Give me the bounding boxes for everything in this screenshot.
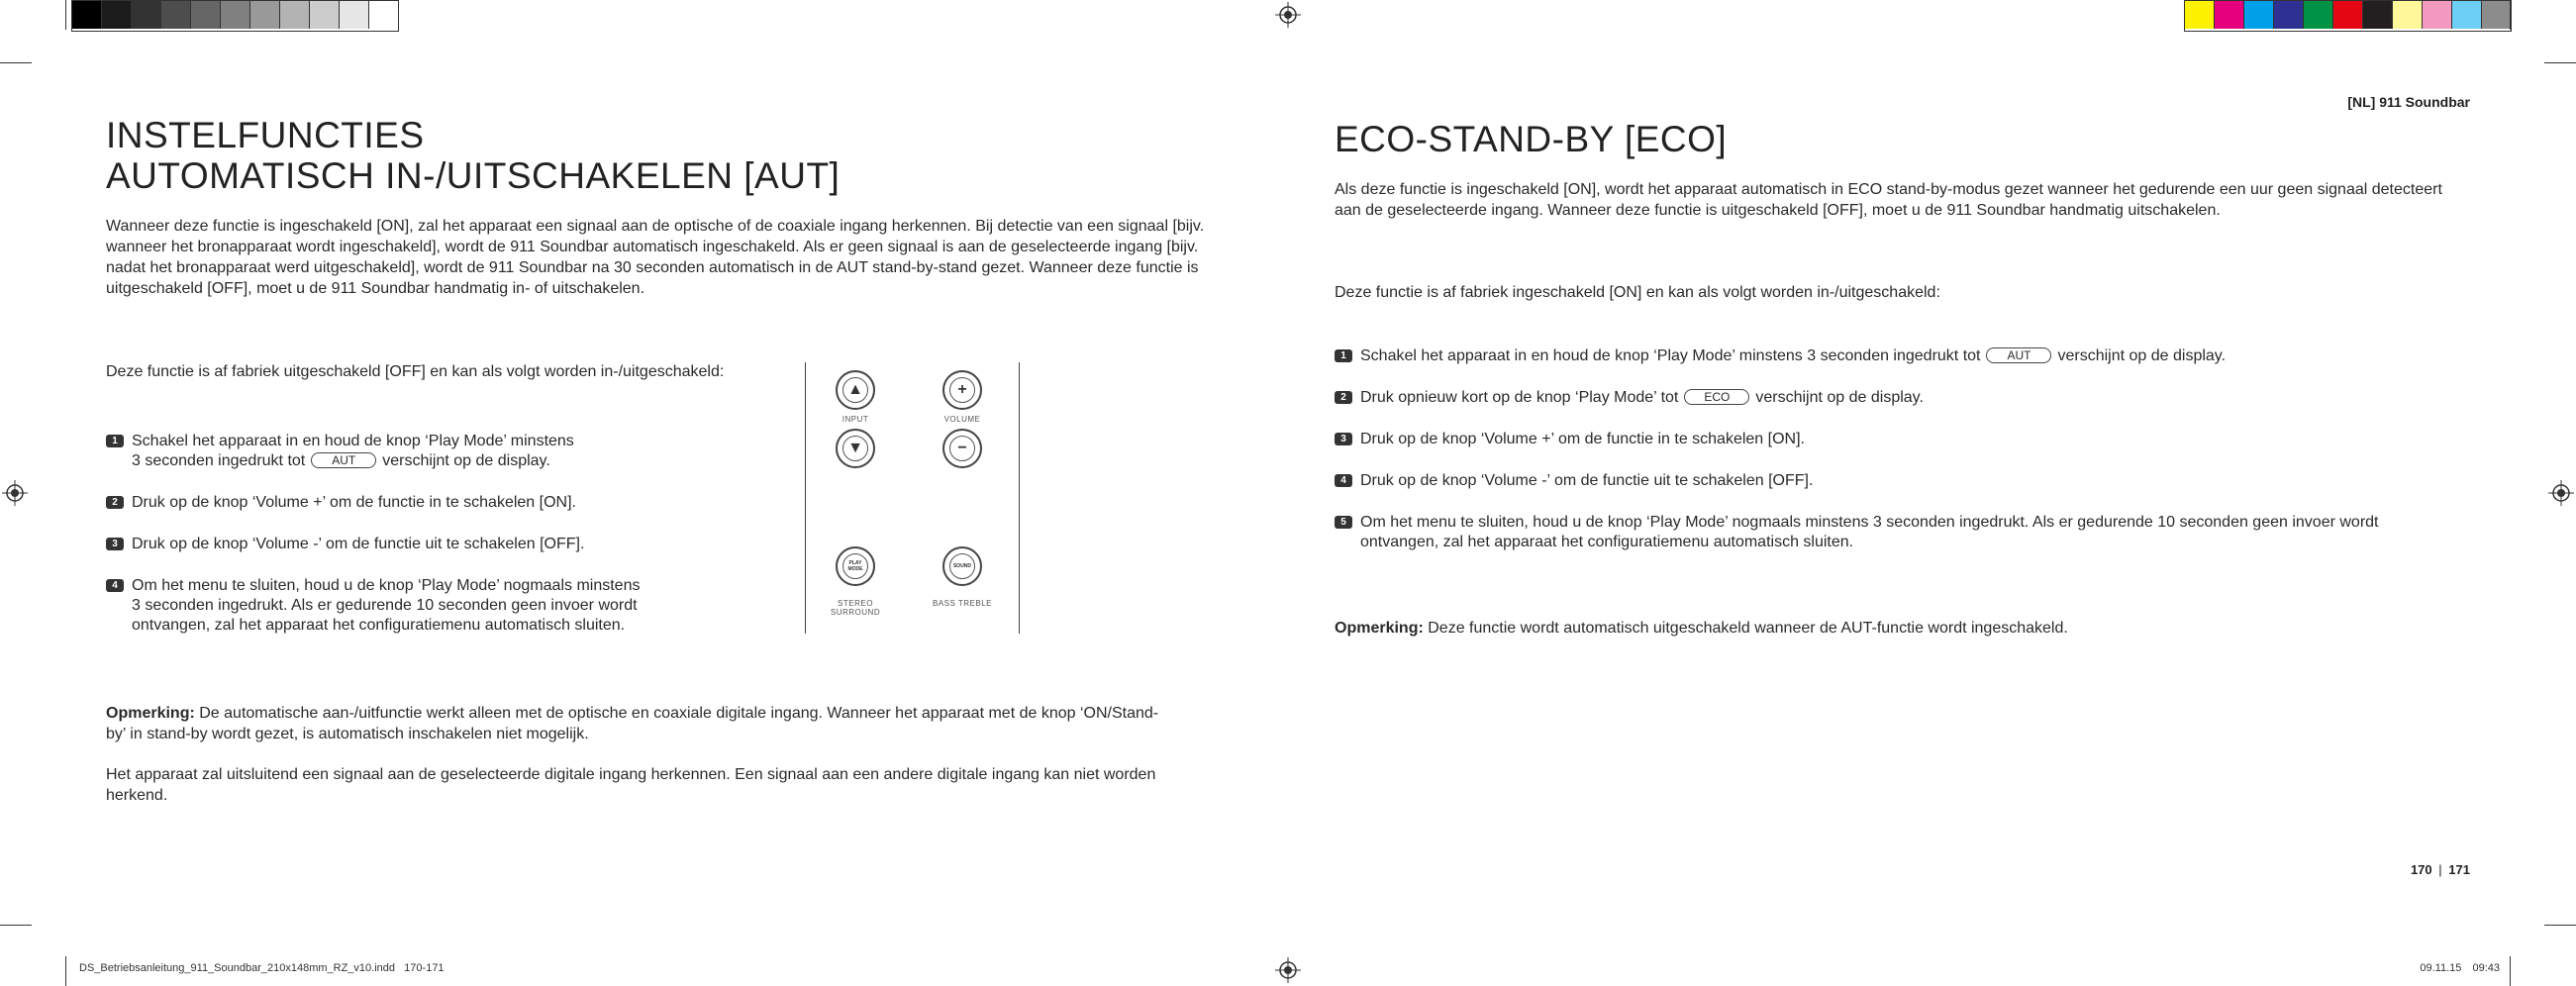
- left-intro-paragraph: Wanneer deze functie is ingeschakeld [ON], zal het apparaat een signaal aan de optische of de coaxiale ingang herkennen. Bij detectie van een signaal [bijv. wanneer het bronapparaat wordt ingeschakeld], wordt de 911 Soundbar automatisch ingeschakeld. Als er geen signaal is aan de geselecteerde ingang [bijv. nadat het bronapparaat werd uitgeschakeld], wordt de 911 Soundbar na 30 seconden automatisch in de AUT stand-by-stand gezet. Wanneer deze functie is uitgeschakeld [OFF], moet u de 911 Soundbar handmatig in- of uitschakelen.: [106, 218, 1205, 297]
- crop-mark: [0, 925, 32, 926]
- gray-swatch: [72, 1, 102, 29]
- left-default-text: Deze functie is af fabriek uitgeschakeld [OFF] en kan als volgt worden in-/uitgeschakeld:: [106, 363, 725, 380]
- eco-title: ECO-STAND-BY [ECO]: [1335, 119, 1728, 159]
- volume-label: VOLUME: [943, 415, 981, 424]
- step-text: ontvangen, zal het apparaat het configuratiemenu automatisch sluiten.: [1360, 534, 1854, 550]
- step-text: Om het menu te sluiten, houd u de knop ‘Play Mode’ nogmaals minstens 3 seconden ingedrukt. Als er gedurende 10 seconden geen invoer wordt: [1360, 514, 2379, 531]
- color-swatch: [2274, 1, 2304, 29]
- step-text: Om het menu te sluiten, houd u de knop ‘Play Mode’ nogmaals minstens: [132, 577, 641, 594]
- play-mode-button: [836, 546, 875, 586]
- crop-mark: [65, 0, 66, 30]
- stereo-surround-label: STEREO SURROUND: [830, 599, 881, 617]
- crop-mark: [2510, 0, 2511, 30]
- registration-mark-icon: [2, 480, 28, 506]
- right-step-5: [1335, 513, 2379, 552]
- registration-mark-icon: [1275, 957, 1301, 983]
- arrow-down-icon: ▼: [842, 436, 868, 461]
- sound-icon: SOUND: [949, 553, 975, 579]
- left-step-4: [106, 576, 640, 636]
- step-text: Druk op de knop ‘Volume +’ om de functie in te schakelen [ON].: [132, 494, 576, 511]
- step-number: 1: [106, 435, 124, 447]
- section-title: INSTELFUNCTIES: [106, 115, 425, 155]
- display-aut-badge: AUT: [1986, 347, 2051, 363]
- color-swatch: [2185, 1, 2215, 29]
- step-number: 1: [1335, 349, 1352, 362]
- left-step-2: [106, 493, 576, 513]
- step-text: Schakel het apparaat in en houd de knop ‘Play Mode’ minstens 3 seconden ingedrukt tot: [1360, 347, 1981, 364]
- soundbar-button-panel: [805, 362, 1020, 634]
- gray-swatch: [161, 1, 191, 29]
- right-step-3: [1335, 430, 1805, 449]
- running-header: [NL] 911 Soundbar: [2347, 94, 2470, 110]
- step-text: Druk op de knop ‘Volume +’ om de functie in te schakelen [ON].: [1360, 431, 1805, 447]
- gray-swatch: [369, 1, 398, 29]
- right-step-2: [1335, 388, 1924, 408]
- gray-swatch: [102, 1, 132, 29]
- step-text: Druk op de knop ‘Volume -’ om de functie uit te schakelen [OFF].: [1360, 472, 1814, 489]
- note-label: Opmerking:: [1335, 620, 1424, 637]
- right-step-1: [1335, 346, 2226, 366]
- left-note-2: Het apparaat zal uitsluitend een signaal aan de geselecteerde digitale ingang herkennen. Een signaal aan een andere digitale ingang kan niet worden herkend.: [106, 766, 1156, 804]
- step-text: 3 seconden ingedrukt. Als er gedurende 10 seconden geen invoer wordt: [132, 597, 638, 614]
- step-text: verschijnt op de display.: [382, 452, 550, 469]
- crop-mark: [0, 62, 32, 63]
- registration-mark-icon: [2548, 480, 2574, 506]
- step-number: 3: [1335, 433, 1352, 445]
- step-number: 4: [106, 579, 124, 592]
- step-number: 5: [1335, 516, 1352, 529]
- step-text: Druk opnieuw kort op de knop ‘Play Mode’ tot: [1360, 389, 1679, 406]
- gray-swatch: [221, 1, 250, 29]
- right-note: [1335, 618, 2458, 639]
- gray-swatch: [250, 1, 280, 29]
- step-text: verschijnt op de display.: [2057, 347, 2227, 364]
- note-text: De automatische aan-/uitfunctie werkt alleen met de optische en coaxiale digitale ingang. Wanneer het apparaat met de knop ‘ON/Stand-by’ in stand-by wordt gezet, is automatisch inschakelen niet mogelijk.: [106, 705, 1159, 742]
- sound-button: [942, 546, 982, 586]
- right-intro-paragraph: Als deze functie is ingeschakeld [ON], wordt het apparaat automatisch in ECO stand-by-modus gezet wanneer het gedurende een uur geen signaal detecteert aan de geselecteerde ingang. Wanneer deze functie is uitgeschakeld [OFF], moet u de 911 Soundbar handmatig uitschakelen.: [1335, 181, 2442, 219]
- color-swatch: [2304, 1, 2333, 29]
- volume-plus-button: [942, 370, 982, 410]
- minus-icon: −: [949, 436, 975, 461]
- step-text: Schakel het apparaat in en houd de knop ‘Play Mode’ minstens: [132, 433, 574, 449]
- step-number: 4: [1335, 474, 1352, 487]
- step-text: 3 seconden ingedrukt tot: [132, 452, 306, 469]
- color-swatch: [2215, 1, 2244, 29]
- color-swatch: [2333, 1, 2363, 29]
- registration-mark-icon: [1275, 2, 1301, 28]
- gray-swatch: [191, 1, 221, 29]
- left-step-1: [106, 432, 574, 471]
- note-text: Deze functie wordt automatisch uitgeschakeld wanneer de AUT-functie wordt ingeschakeld.: [1423, 620, 2068, 637]
- step-number: 3: [106, 538, 124, 550]
- right-default-text: Deze functie is af fabriek ingeschakeld [ON] en kan als volgt worden in-/uitgeschakeld:: [1335, 284, 1940, 301]
- right-step-4: [1335, 471, 1813, 491]
- color-swatch: [2363, 1, 2393, 29]
- input-up-button: [836, 370, 875, 410]
- date-slug: [2420, 962, 2500, 974]
- slug-time: 09:43: [2472, 962, 2500, 974]
- left-note: [106, 703, 1175, 744]
- page-number-left: 170: [2410, 862, 2432, 877]
- crop-mark: [2544, 925, 2576, 926]
- crop-mark: [2544, 62, 2576, 63]
- gray-swatch: [132, 1, 161, 29]
- color-swatch: [2244, 1, 2274, 29]
- play-mode-icon: PLAY MODE: [842, 553, 868, 579]
- left-title: [106, 115, 840, 196]
- note-label: Opmerking:: [106, 705, 195, 722]
- input-down-button: [836, 429, 875, 468]
- page-number-separator: |: [2438, 862, 2442, 877]
- gray-swatch: [340, 1, 369, 29]
- file-slug: DS_Betriebsanleitung_911_Soundbar_210x148mm_RZ_v10.indd 170-171: [79, 962, 445, 974]
- page-number-right: 171: [2448, 862, 2470, 877]
- gray-swatch: [310, 1, 340, 29]
- color-swatch: [2423, 1, 2452, 29]
- display-eco-badge: ECO: [1684, 389, 1749, 405]
- section-subtitle: AUTOMATISCH IN-/UITSCHAKELEN [AUT]: [106, 155, 841, 196]
- input-label: INPUT: [842, 415, 869, 424]
- slug-date: 09.11.15: [2420, 962, 2462, 974]
- display-aut-badge: AUT: [311, 452, 376, 468]
- volume-minus-button: [942, 429, 982, 468]
- gray-calibration-bar: [71, 0, 399, 32]
- arrow-up-icon: ▲: [842, 377, 868, 403]
- color-swatch: [2393, 1, 2423, 29]
- color-calibration-bar: [2184, 0, 2512, 32]
- crop-mark: [65, 956, 66, 986]
- step-number: 2: [106, 496, 124, 509]
- crop-mark: [2510, 956, 2511, 986]
- gray-swatch: [280, 1, 310, 29]
- step-text: Druk op de knop ‘Volume -’ om de functie uit te schakelen [OFF].: [132, 536, 585, 552]
- color-swatch: [2482, 1, 2511, 29]
- left-step-3: [106, 535, 584, 554]
- plus-icon: +: [949, 377, 975, 403]
- step-text: verschijnt op de display.: [1755, 389, 1924, 406]
- step-number: 2: [1335, 391, 1352, 404]
- step-text: ontvangen, zal het apparaat het configuratiemenu automatisch sluiten.: [132, 617, 626, 634]
- color-swatch: [2452, 1, 2482, 29]
- page-numbers: [2411, 862, 2470, 877]
- bass-treble-label: BASS TREBLE: [932, 599, 993, 608]
